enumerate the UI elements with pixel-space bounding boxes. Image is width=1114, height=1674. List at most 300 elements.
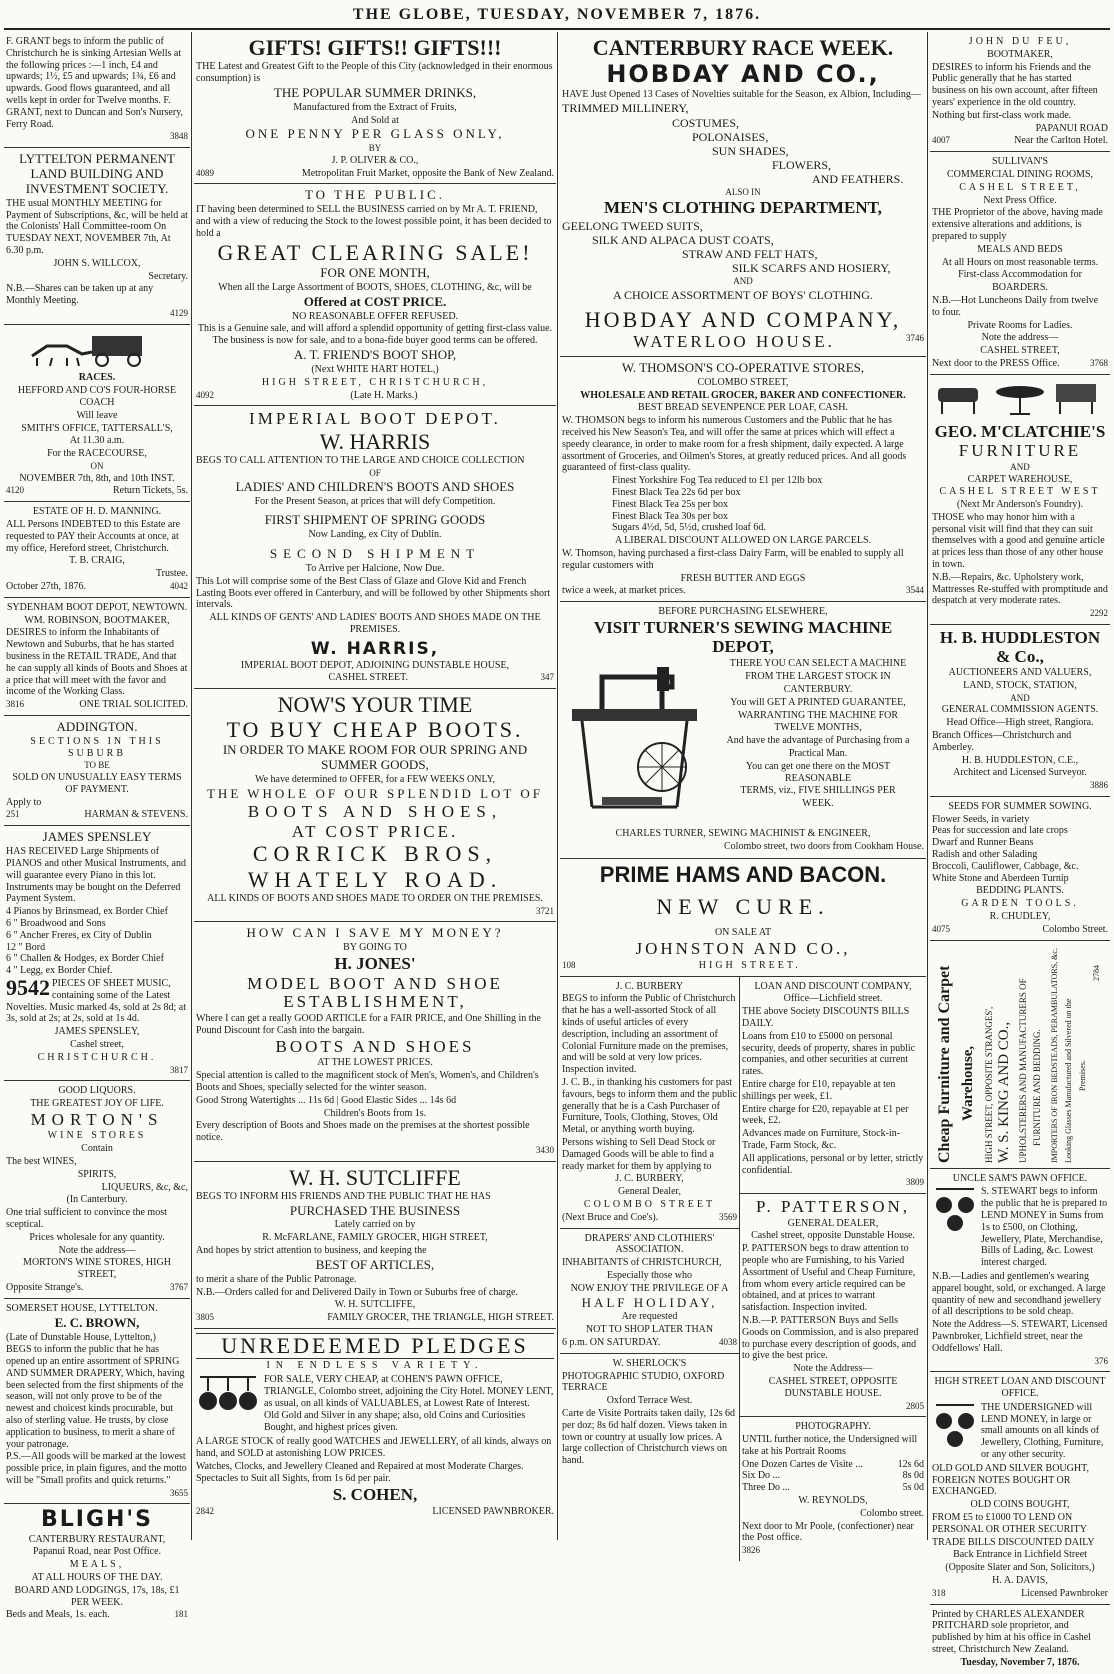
list-item: Finest Black Tea 25s per box bbox=[612, 498, 729, 510]
ad-line: THE POPULAR SUMMER DRINKS, bbox=[273, 84, 477, 100]
list-item: White Stone and Aberdeen Turnip bbox=[932, 872, 1069, 884]
imprint-text: Printed by CHARLES ALEXANDER PRITCHARD sole proprietor, and published by him at his office in Cashel street, Christchurch New Zealand. bbox=[932, 1608, 1091, 1655]
ad-number: 318 bbox=[932, 1587, 946, 1598]
ad-title: SYDENHAM BOOT DEPOT, NEWTOWN. bbox=[6, 601, 188, 613]
ad-line: IN ORDER TO MAKE ROOM FOR OUR SPRING AND SUMMER GOODS, bbox=[222, 742, 528, 773]
ad-line: Manufactured from the Extract of Fruits, bbox=[293, 101, 457, 113]
ad-corrick bbox=[194, 689, 556, 922]
price-label: One Dozen Cartes de Visite ... bbox=[742, 1458, 863, 1470]
ad-burbery bbox=[560, 977, 739, 1229]
ad-title: LYTTELTON PERMANENT LAND BUILDING AND INVESTMENT SOCIETY. bbox=[19, 150, 175, 196]
ad-gifts bbox=[194, 32, 556, 184]
ad-line: Children's Boots from 1s. bbox=[323, 1107, 427, 1119]
ad-title: NOW'S YOUR TIME bbox=[277, 692, 473, 718]
column-2 bbox=[194, 32, 556, 1540]
ad-title: ESTATE OF H. D. MANNING. bbox=[32, 506, 162, 518]
list-item: COSTUMES, bbox=[672, 115, 740, 130]
ad-body: THE UNDERSIGNED will LEND MONEY, in large or small amounts on all kinds of Jewellery, Clothing, Furniture, or any other security. bbox=[981, 1401, 1104, 1460]
ad-signature: J. C. BURBERY, bbox=[615, 1173, 684, 1185]
ad-tail: Return Tickets, 5s. bbox=[112, 485, 188, 497]
ad-line: (Next Bruce and Coe's). bbox=[562, 1211, 659, 1223]
ad-title: Cheap Furniture and Carpet bbox=[936, 965, 953, 1163]
ad-name: CORRICK BROS, bbox=[252, 841, 498, 867]
ad-line: BOOTS AND SHOES, bbox=[247, 802, 503, 822]
ad-number: 2292 bbox=[1090, 608, 1108, 619]
ad-footer bbox=[932, 1588, 1108, 1600]
ad-line: SECTIONS IN THIS SUBURB bbox=[30, 735, 164, 759]
ad-title: ADDINGTON. bbox=[56, 718, 138, 734]
ad-title: J. C. BURBERY bbox=[615, 980, 684, 992]
ad-line: N.B.—Ladies and gentlemen's wearing apparel bought, sold, or exchanged. A large quantity of new and secondhand jewellery of all descriptions to be sold cheap. bbox=[932, 1270, 1106, 1318]
ad-body: INHABITANTS of CHRISTCHURCH, bbox=[562, 1257, 722, 1269]
ad-line: to merit a share of the Public Patronage. bbox=[196, 1273, 357, 1285]
masthead: THE GLOBE, TUESDAY, NOVEMBER 7, 1876. bbox=[352, 6, 762, 23]
ad-cohen bbox=[194, 1329, 556, 1522]
ad-line: Near the Carlton Hotel. bbox=[1014, 135, 1108, 147]
ad-line: Advances made on Furniture, Stock-in-Trade, Farm Stock, &c. bbox=[742, 1128, 901, 1151]
ad-title: SOMERSET HOUSE, LYTTELTON. bbox=[6, 1302, 158, 1314]
ad-body: UNTIL further notice, the Undersigned will take at his Portrait Rooms bbox=[742, 1433, 918, 1457]
ad-line: The best WINES, bbox=[6, 1156, 77, 1167]
list-item: Radish and other Salading bbox=[932, 849, 1038, 861]
ad-line: NO REASONABLE OFFER REFUSED. bbox=[291, 310, 459, 322]
ad-line: Special attention is called to the magnificent stock of Men's, Women's, and Children's Boots and Shoes, specially selected for the winter season. bbox=[196, 1070, 539, 1093]
ad-title: IMPERIAL BOOT DEPOT. bbox=[249, 409, 501, 429]
price-list bbox=[562, 475, 924, 534]
ad-line: Beds and Meals, 1s. each. bbox=[6, 1609, 110, 1621]
ad-line: Oxford Terrace West. bbox=[606, 1395, 693, 1407]
ad-line: SECOND SHIPMENT bbox=[269, 546, 481, 562]
ad-line: And have the advantage of Purchasing from a bbox=[726, 735, 910, 747]
column-3 bbox=[560, 32, 926, 1556]
ad-sydenham bbox=[4, 598, 190, 716]
ad-logo: W. HARRIS, bbox=[310, 638, 440, 659]
ad-number: 3721 bbox=[536, 905, 554, 916]
ad-number: 3746 bbox=[906, 333, 924, 344]
ad-line: And Sold at bbox=[351, 114, 399, 126]
ad-line: BY bbox=[368, 143, 382, 154]
ad-subtitle: GENERAL DEALER, bbox=[787, 1217, 879, 1229]
ad-title: W. SHERLOCK'S bbox=[612, 1357, 687, 1369]
ad-line: All applications, personal or by letter, strictly confidential. bbox=[742, 1152, 924, 1176]
price-label: Three Do ... bbox=[742, 1482, 791, 1494]
ad-body: DESIRES to inform his Friends and the Public generally that he has started business on his own account, after fifteen years' experience in the old country. bbox=[932, 61, 1098, 108]
ad-line: J. C. B., in thanking his customers for past favours, begs to inform them and the public generally that he is a Cash Purchaser of Furniture, Tools, Clothing, Stoves, Old Metal, or anything worth buying. bbox=[562, 1076, 737, 1136]
ad-turner bbox=[560, 602, 926, 859]
furniture-illustration bbox=[932, 378, 1106, 418]
seed-list bbox=[932, 814, 1108, 885]
ad-line: 6 p.m. ON SATURDAY. bbox=[562, 1337, 661, 1349]
ad-title: BLIGH'S bbox=[40, 1507, 154, 1533]
ad-line: BY GOING TO bbox=[343, 942, 407, 954]
ad-body: ALL Persons INDEBTED to this Estate are requested to PAY their Accounts at once, at my office, Hereford street, Christchurch. bbox=[6, 518, 181, 554]
ad-body: HAS RECEIVED Large Shipments of PIANOS and other Musical Instruments, and will guarantee every Piano in this lot. Instruments may be bought on the Deferred Payment System. bbox=[6, 846, 186, 905]
ad-title: TO THE PUBLIC. bbox=[304, 187, 446, 203]
ad-loan-discount bbox=[740, 977, 926, 1194]
ad-title: VISIT TURNER'S SEWING MACHINE DEPOT, bbox=[593, 617, 893, 656]
ad-number: 2805 bbox=[906, 1400, 924, 1411]
ad-line: LIQUEURS, &c, &c, bbox=[101, 1181, 188, 1193]
ad-line: At 11.30 a.m. bbox=[69, 435, 125, 447]
ad-title: HIGH STREET LOAN AND DISCOUNT OFFICE. bbox=[934, 1376, 1106, 1399]
ad-line: For the Present Season, at prices that will defy Competition. bbox=[254, 495, 496, 507]
ad-davis bbox=[930, 1372, 1110, 1604]
ad-line: THERE YOU CAN SELECT A MACHINE bbox=[729, 658, 907, 670]
ad-line: Colombo Street. bbox=[1042, 923, 1108, 935]
ad-name: E. C. BROWN, bbox=[54, 1314, 140, 1330]
ad-line: TERMS, viz., FIVE SHILLINGS PER bbox=[740, 785, 896, 797]
ad-number: 4038 bbox=[719, 1337, 737, 1348]
list-item: TRIMMED MILLINERY, bbox=[562, 101, 689, 116]
price-value: 5s 0d bbox=[902, 1482, 924, 1494]
ad-role: Trustee. bbox=[155, 568, 188, 580]
ad-king bbox=[930, 941, 1110, 1169]
price-value: 8s 0d bbox=[902, 1470, 924, 1482]
ad-subtitle: BOOTMAKER, bbox=[987, 48, 1053, 60]
ad-signature: W. H. SUTCLIFFE, bbox=[334, 1299, 416, 1311]
ad-line: Colombo street. bbox=[860, 1507, 924, 1519]
ad-line: Cashel street, opposite Dunstable House. bbox=[751, 1230, 915, 1242]
ad-signature: JAMES SPENSLEY, bbox=[54, 1026, 140, 1038]
ad-line: ONE PENNY PER GLASS ONLY, bbox=[245, 126, 505, 142]
ad-line: For the RACECOURSE, bbox=[47, 448, 147, 460]
ad-title: TO BUY CHEAP BOOTS. bbox=[226, 717, 524, 743]
ad-line: OLD COINS BOUGHT, bbox=[970, 1499, 1070, 1511]
ad-line: Opposite Strange's. bbox=[6, 1281, 84, 1293]
price-row bbox=[742, 1482, 924, 1494]
ad-line: HIGH STREET, OPPOSITE STRANGES', bbox=[984, 1006, 994, 1163]
ad-content bbox=[932, 1185, 1108, 1270]
ad-line: Note the address— bbox=[58, 1244, 136, 1256]
list-item: SUN SHADES, bbox=[712, 143, 789, 158]
ad-body: DESIRES to inform the Inhabitants of Newtown and Suburbs, that he has started business in the RETAIL TRADE, And that he can supply all kinds of Boots and Shoes at a price that will meet with the favor and income of the Working Class. bbox=[6, 627, 188, 698]
ad-line: FROM £5 to £1000 TO LEND ON PERSONAL OR OTHER SECURITY bbox=[932, 1511, 1087, 1535]
ad-line: This Lot will comprise some of the Best Class of Glaze and Glove Kid and French Lasting Boots ever offered in Canterbury, and will be followed by other Shipments short intervals. bbox=[196, 575, 551, 611]
ad-body: HAVE Just Opened 13 Cases of Novelties suitable for the Season, ex Albion, Including— bbox=[562, 88, 921, 100]
list-item: Finest Black Tea 30s per box bbox=[612, 510, 729, 522]
ad-line: BEDDING PLANTS. bbox=[976, 885, 1064, 897]
ad-content bbox=[196, 1373, 554, 1435]
price-value: 12s 6d bbox=[897, 1458, 924, 1470]
ad-postscript: P.S.—All goods will be marked at the lowest possible price, in plain figures, and the motto will be "Small profits and quick returns." bbox=[6, 1451, 187, 1487]
ad-line: ALSO IN bbox=[725, 187, 761, 198]
piano-list bbox=[6, 906, 188, 977]
ad-title: UNREDEEMED PLEDGES bbox=[196, 1333, 554, 1359]
ad-line: Next door to Mr Poole, (confectioner) near the Post office. bbox=[742, 1520, 914, 1544]
ad-body: BEGS TO INFORM HIS FRIENDS AND THE PUBLIC THAT HE HAS bbox=[196, 1190, 491, 1202]
ad-line: General Dealer, bbox=[618, 1186, 681, 1198]
ad-drapers bbox=[560, 1229, 739, 1354]
ad-line: Practical Man. bbox=[788, 747, 848, 759]
list-item: SILK SCARFS AND HOSIERY, bbox=[732, 261, 891, 276]
ad-line: ON SALE AT bbox=[714, 927, 772, 939]
ad-number: 181 bbox=[174, 1609, 188, 1620]
ad-body: THE usual MONTHLY MEETING for Payment of Subscriptions, &c, will be held at the Colonists' Hall Committee-room On TUESDAY NEXT, NOVEMBER 7th, At 6.30 p.m. bbox=[6, 197, 188, 256]
ad-body: THE above Society DISCOUNTS BILLS DAILY. bbox=[742, 1006, 910, 1029]
ad-line: ON bbox=[90, 460, 104, 471]
ad-line: W. Thomson, having purchased a first-class Dairy Farm, will be enabled to supply all regular customers with bbox=[562, 547, 904, 571]
ad-title: JOHN DU FEU, bbox=[968, 36, 1072, 47]
ad-title: JAMES SPENSLEY bbox=[42, 829, 152, 845]
ad-line: Are requested bbox=[621, 1311, 678, 1323]
ad-addington bbox=[4, 716, 190, 826]
ad-number: 3816 bbox=[6, 699, 24, 710]
ad-bligh bbox=[4, 1504, 190, 1625]
ad-line: SMITH'S OFFICE, TATTERSALL'S, bbox=[21, 422, 173, 434]
list-item: 6 " Challen & Hodges, ex Border Chief bbox=[6, 953, 164, 965]
ad-footer bbox=[196, 1312, 554, 1324]
price-row bbox=[742, 1459, 924, 1471]
list-item: 4 Pianos by Brinsmead, ex Border Chief bbox=[6, 906, 168, 918]
music-count: 9542 bbox=[6, 974, 50, 1000]
ad-line: Head Office—High street, Rangiora. bbox=[946, 717, 1094, 729]
list-item: SILK AND ALPACA DUST COATS, bbox=[592, 232, 774, 247]
ad-name: WM. ROBINSON, BOOTMAKER, bbox=[24, 614, 170, 626]
ad-line: TO BE bbox=[84, 760, 110, 771]
list-item: 6 " Broadwood and Sons bbox=[6, 917, 106, 929]
ad-line: AND bbox=[733, 276, 753, 287]
sewing-machine-illustration bbox=[562, 657, 712, 827]
ad-footer bbox=[6, 1609, 188, 1621]
ad-number: 3886 bbox=[1090, 780, 1108, 791]
ad-line: When all the Large Assortment of BOOTS, SHOES, CLOTHING, &c, will be bbox=[218, 281, 532, 293]
ad-line: CARPET WAREHOUSE, bbox=[967, 473, 1073, 485]
split-right bbox=[740, 977, 926, 1561]
ad-line: Architect and Licensed Surveyor. bbox=[953, 767, 1087, 779]
ad-line: twice a week, at market prices. bbox=[562, 585, 686, 597]
list-item: 6 " Ancher Freres, ex City of Dublin bbox=[6, 929, 152, 941]
column-rule bbox=[557, 32, 558, 1540]
ad-number: 3767 bbox=[170, 1281, 188, 1292]
ad-title: SEEDS FOR SUMMER SOWING. bbox=[948, 800, 1092, 812]
ad-line: Where I can get a really GOOD ARTICLE for a FAIR PRICE, and One Shilling in the Pound Discount for Cash into the bargain. bbox=[196, 1013, 541, 1036]
ad-subtitle: COMMERCIAL DINING ROOMS, bbox=[946, 168, 1094, 180]
ad-number: 4120 bbox=[6, 485, 24, 496]
ad-subtitle: CANTERBURY RESTAURANT, bbox=[28, 1533, 166, 1545]
ad-line: Metropolitan Fruit Market, opposite the Bank of New Zealand. bbox=[301, 167, 554, 179]
ad-line: HALF HOLIDAY, bbox=[581, 1294, 718, 1310]
ad-line: N.B.—Hot Luncheons Daily from twelve to four. bbox=[932, 294, 1099, 318]
ad-body: IT having been determined to SELL the BUSINESS carried on by Mr A. T. FRIEND, and with a view of reducing the Stock to the lowest possible point, it has been decided to hold a bbox=[196, 204, 552, 239]
ad-line: A LARGE STOCK of really good WATCHES and JEWELLERY, of all kinds, always on hand, and SOLD at astonishing LOW PRICES. bbox=[196, 1435, 552, 1459]
ad-line: AT COST PRICE. bbox=[291, 821, 459, 841]
ad-line: N.B.—Repairs, &c. Upholstery work, Mattresses Re-stuffed with promptitude and despatch at very moderate rates. bbox=[932, 571, 1108, 607]
list-item: Sugars 4½d, 5d, 5½d, crushed loaf 6d. bbox=[612, 522, 766, 534]
ad-line: NOW ENJOY THE PRIVILEGE OF A bbox=[570, 1282, 729, 1294]
list-item: Finest Yorkshire Fog Tea reduced to £1 per 12lb box bbox=[612, 475, 823, 487]
ad-line: CHARLES TURNER, SEWING MACHINIST & ENGINEER, bbox=[615, 828, 871, 840]
ad-line: Looking Glasses Manufactured and Silvered on the bbox=[1064, 998, 1073, 1163]
ad-line: LADIES' AND CHILDREN'S BOOTS AND SHOES bbox=[235, 478, 515, 494]
ad-content bbox=[562, 657, 924, 827]
ad-line: Prices wholesale for any quantity. bbox=[29, 1231, 165, 1243]
list-item: Finest Black Tea 22s 6d per box bbox=[612, 486, 741, 498]
ad-footer bbox=[6, 1282, 188, 1294]
ad-number: 3430 bbox=[536, 1144, 554, 1155]
ad-body: BEGS TO CALL ATTENTION TO THE LARGE AND CHOICE COLLECTION bbox=[196, 455, 525, 467]
ad-line: MODEL BOOT AND SHOE ESTABLISHMENT, bbox=[247, 973, 503, 1012]
ad-line: MEALS, bbox=[69, 1559, 125, 1571]
ad-title: GOOD LIQUORS. bbox=[58, 1085, 136, 1097]
ad-footer bbox=[6, 699, 188, 711]
ad-body: HEFFORD AND CO'S FOUR-HORSE COACH bbox=[17, 385, 177, 408]
ad-line: CASHEL STREET. bbox=[328, 672, 408, 684]
ad-number: 108 bbox=[562, 959, 576, 970]
ad-line: Now Landing, ex City of Dublin. bbox=[308, 529, 442, 541]
ad-patterson bbox=[740, 1194, 926, 1417]
ad-line: (Late H. Marks.) bbox=[350, 389, 418, 401]
ad-footer bbox=[196, 672, 554, 684]
ad-footer bbox=[562, 585, 924, 597]
ad-line: Good Strong Watertights ... 11s 6d | Good Elastic Sides ... 14s 6d bbox=[196, 1094, 457, 1106]
ad-line: LAND, STOCK, STATION, bbox=[963, 680, 1077, 692]
ad-line: Private Rooms for Ladies. bbox=[967, 319, 1073, 331]
ad-title: PRIME HAMS AND BACON. bbox=[599, 861, 887, 887]
ad-line: MEN'S CLOTHING DEPARTMENT, bbox=[604, 197, 882, 217]
ad-line: CASHEL STREET, bbox=[959, 181, 1081, 193]
ad-line: WATERLOO HOUSE. bbox=[633, 332, 835, 352]
ad-title: H. B. HUDDLESTON & Co., bbox=[939, 627, 1101, 666]
ad-title: W. THOMSON'S CO-OPERATIVE STORES, bbox=[621, 359, 865, 375]
ad-title: PHOTOGRAPHY. bbox=[795, 1421, 871, 1433]
ad-line: Carte de Visite Portraits taken daily, 12s 6d per doz; 8s 6d half dozen. Views taken in town or country at usually low prices. A large collection of Christchurch views on hand. bbox=[562, 1408, 735, 1467]
ad-line: Next Press Office. bbox=[983, 194, 1057, 206]
ad-line: Licensed Pawnbroker bbox=[1021, 1587, 1108, 1599]
ad-line: BEST BREAD SEVENPENCE PER LOAF, CASH. bbox=[638, 402, 848, 414]
list-item: Peas for succession and late crops bbox=[932, 825, 1068, 837]
ad-signature: HARMAN & STEVENS. bbox=[84, 809, 188, 821]
ad-title: HOW CAN I SAVE MY MONEY? bbox=[246, 925, 504, 941]
ad-line: FOR ONE MONTH, bbox=[320, 264, 430, 280]
ad-subtitle: FURNITURE bbox=[958, 441, 1082, 461]
ad-body: PHOTOGRAPHIC STUDIO, OXFORD TERRACE bbox=[562, 1370, 725, 1394]
ad-title: SULLIVAN'S bbox=[991, 156, 1049, 168]
ad-line: IMPERIAL BOOT DEPOT, ADJOINING DUNSTABLE HOUSE, bbox=[240, 659, 510, 671]
ad-reynolds bbox=[740, 1417, 926, 1561]
ad-line: NOT TO SHOP LATER THAN bbox=[585, 1324, 714, 1336]
ad-line: FROM THE LARGEST STOCK IN bbox=[745, 671, 891, 683]
list-item: 12 " Bord bbox=[6, 941, 46, 953]
ad-line: Loans from £10 to £5000 on personal security, deeds of property, shares in public companies, and other securities at current rates. bbox=[742, 1030, 916, 1078]
ad-content bbox=[932, 1401, 1108, 1462]
ad-name: MORTON'S bbox=[30, 1109, 164, 1129]
ad-line: OF bbox=[369, 468, 381, 479]
ad-line: Contain bbox=[81, 1143, 113, 1155]
ad-thomson bbox=[560, 357, 926, 602]
ad-line: TRADE BILLS DISCOUNTED DAILY bbox=[932, 1536, 1095, 1548]
ad-line: WHATELY ROAD. bbox=[247, 866, 503, 892]
column-rule bbox=[191, 32, 192, 1540]
ad-line: Next door to the PRESS Office. bbox=[932, 357, 1060, 369]
ad-footer bbox=[196, 168, 554, 180]
ad-harris bbox=[194, 406, 556, 689]
ad-name: W. S. KING AND CO., bbox=[996, 1021, 1012, 1163]
column-rule bbox=[927, 32, 928, 1540]
ad-subtitle: THE GREATEST JOY OF LIFE. bbox=[30, 1097, 164, 1109]
ad-line: GARDEN TOOLS. bbox=[961, 898, 1079, 910]
ad-name: S. COHEN, bbox=[332, 1485, 418, 1505]
ad-line: OLD GOLD AND SILVER BOUGHT, FOREIGN NOTES BOUGHT OR EXCHANGED. bbox=[932, 1462, 1089, 1498]
split-left bbox=[560, 977, 740, 1561]
ad-line: CASHEL STREET WEST bbox=[939, 486, 1101, 498]
ad-line: Watches, Clocks, and Jewellery Cleaned and Repaired at most Moderate Charges. bbox=[196, 1460, 524, 1472]
ad-line: CASHEL STREET, bbox=[980, 345, 1060, 357]
ad-body: W. THOMSON begs to inform his numerous Customers and the Public that he has received his New Season's Tea, and will offer the same at prices which will effect a speedy clearance, in order to make room for a fresh shipment, daily expected. A large assortment of Groceries, and Oilmen's Stores, at greatly reduced prices. And all goods guaranteed of first-class quality. bbox=[562, 415, 907, 474]
ad-number: 4042 bbox=[170, 580, 188, 591]
column-4 bbox=[930, 32, 1110, 1668]
pawnbroker-balls-icon bbox=[932, 1185, 978, 1235]
ad-stewart bbox=[930, 1169, 1110, 1373]
ad-body: FOR SALE, VERY CHEAP, at COHEN'S PAWN OFFICE, TRIANGLE, Colombo street, adjoining the City Hotel. MONEY LENT, as usual, on all kinds of VALUABLES, at Lowest Rate of Interest. bbox=[264, 1373, 554, 1409]
ad-sutcliffe bbox=[194, 1162, 556, 1329]
ad-line: Entire charge for £20, repayable at £1 per week, £2. bbox=[742, 1103, 909, 1127]
ad-line: Colombo street, two doors from Cookham House. bbox=[724, 841, 924, 853]
ad-line: HIGH STREET, CHRISTCHURCH, bbox=[261, 376, 489, 388]
ad-line: Note the Address— bbox=[793, 1363, 873, 1375]
ad-number: 3544 bbox=[906, 585, 924, 596]
ad-races bbox=[4, 325, 190, 503]
ad-line: PURCHASED THE BUSINESS bbox=[289, 1202, 461, 1218]
ad-footer bbox=[562, 960, 924, 972]
ad-signature: H. A. DAVIS, bbox=[992, 1574, 1048, 1586]
ad-footer bbox=[932, 924, 1108, 936]
ad-line: ALL KINDS OF GENTS' AND LADIES' BOOTS AND SHOES MADE ON THE PREMISES. bbox=[209, 612, 541, 636]
ad-line: Papanui Road, near Post Office. bbox=[32, 1546, 162, 1558]
ad-number: 3848 bbox=[170, 131, 188, 142]
ad-line: A CHOICE ASSORTMENT OF BOYS' CLOTHING. bbox=[613, 287, 873, 302]
ad-line: GENERAL COMMISSION AGENTS. bbox=[941, 704, 1099, 716]
ad-line: BOOTS AND SHOES bbox=[275, 1036, 475, 1056]
list-item: 4 " Legg, ex Border Chief. bbox=[6, 965, 113, 977]
ad-number: 2842 bbox=[196, 1505, 214, 1516]
list-item: GEELONG TWEED SUITS, bbox=[562, 218, 703, 233]
item-list bbox=[562, 101, 924, 186]
ad-sullivan bbox=[930, 152, 1110, 375]
ad-line: Apply to bbox=[6, 796, 42, 808]
ad-line: THE WHOLE OF OUR SPLENDID LOT OF bbox=[206, 786, 544, 802]
ad-body: THOSE who may honor him with a personal visit will find that they can suit themselves with a good and genuine article at prices less than those of any other house in town. bbox=[932, 511, 1105, 571]
ad-line: (In Canterbury. bbox=[66, 1194, 128, 1206]
ad-number: 3817 bbox=[170, 1064, 188, 1075]
ad-brown bbox=[4, 1299, 190, 1505]
ad-number: 2784 bbox=[1092, 964, 1101, 981]
ad-line: A. T. FRIEND'S BOOT SHOP, bbox=[293, 347, 457, 363]
ad-subtitle: Office—Lichfield street. bbox=[783, 993, 883, 1005]
ad-lyttelton bbox=[4, 148, 190, 325]
ad-number: 251 bbox=[6, 809, 20, 820]
ad-line: ALL KINDS OF BOOTS AND SHOES MADE TO ORDER ON THE PREMISES. bbox=[207, 892, 543, 904]
ad-body: BEGS to inform the Public of Christchurch that he has a well-assorted Stock of all kinds of useful articles of every description, including an assortment of Colonial Furniture made on the premises, and will be sold at very low prices. Inspection invited. bbox=[562, 993, 736, 1076]
ad-number: 4075 bbox=[932, 923, 950, 934]
ad-title: CANTERBURY RACE WEEK. bbox=[592, 35, 894, 60]
ad-title: RACES. bbox=[78, 372, 116, 384]
ad-line: Note the address— bbox=[981, 332, 1059, 344]
ad-line: Spectacles to Suit all Sights, from 1s 6d per pair. bbox=[196, 1473, 391, 1485]
ad-line: WEEK. bbox=[802, 798, 834, 810]
ad-number: 4092 bbox=[196, 389, 214, 400]
ad-line: Entire charge for £10, repayable at ten shillings per week, £1. bbox=[742, 1078, 896, 1102]
list-item: Broccoli, Cauliflower, Cabbage, &c. bbox=[932, 860, 1079, 872]
ad-line: HIGH STREET. bbox=[698, 959, 801, 971]
ad-number: 3655 bbox=[170, 1487, 188, 1498]
ad-footer bbox=[196, 1506, 554, 1518]
ad-signature: R. CHUDLEY, bbox=[989, 911, 1051, 923]
ad-number: 3826 bbox=[742, 1545, 760, 1556]
ad-line: SPIRITS, bbox=[77, 1168, 117, 1180]
ad-footer bbox=[6, 809, 188, 821]
list-item: Dwarf and Runner Beans bbox=[932, 837, 1034, 849]
ad-line: AND bbox=[1010, 692, 1030, 703]
